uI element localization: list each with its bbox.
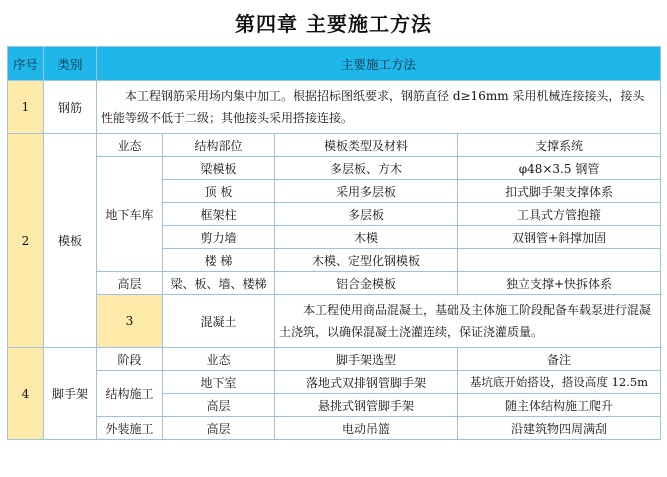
- concrete-category: 混凝土: [163, 295, 275, 348]
- concrete-row: [8, 295, 661, 348]
- chapter-title: 第四章 主要施工方法: [235, 12, 432, 36]
- struct-note: 基坑底开始搭设，搭设高度 12.5m: [458, 371, 661, 394]
- formwork-header-part: 结构部位: [163, 134, 275, 157]
- construction-methods-table: [7, 46, 661, 440]
- struct-label: 结构施工: [97, 371, 163, 417]
- garage-support: 双钢管+斜撑加固: [458, 226, 661, 249]
- concrete-no: 3: [97, 295, 163, 348]
- table-row: [8, 417, 661, 440]
- struct-note: 随主体结构施工爬升: [458, 394, 661, 417]
- garage-material: 木模、定型化钢模板: [275, 249, 458, 272]
- scaffold-header-note: 备注: [458, 348, 661, 371]
- formwork-header-material: 模板类型及材料: [275, 134, 458, 157]
- high-part: 梁、板、墙、楼梯: [163, 272, 275, 295]
- struct-scaffold: 悬挑式钢管脚手架: [275, 394, 458, 417]
- facade-scaffold: 电动吊篮: [275, 417, 458, 440]
- garage-label: 地下车库: [97, 157, 163, 272]
- garage-support: φ48×3.5 钢管: [458, 157, 661, 180]
- struct-scaffold: 落地式双排钢管脚手架: [275, 371, 458, 394]
- garage-support: [458, 249, 661, 272]
- struct-type: 高层: [163, 394, 275, 417]
- garage-part: 楼 梯: [163, 249, 275, 272]
- scaffold-header-selection: 脚手架选型: [275, 348, 458, 371]
- header-category: 类别: [44, 47, 97, 81]
- garage-support: 工具式方管抱箍: [458, 203, 661, 226]
- garage-material: 多层板: [275, 203, 458, 226]
- rebar-category: 钢筋: [44, 81, 97, 134]
- table-row: [8, 272, 661, 295]
- table-row: [8, 157, 661, 180]
- garage-part: 框架柱: [163, 203, 275, 226]
- table-header-row: [8, 47, 661, 81]
- facade-note: 沿建筑物四周满刮: [458, 417, 661, 440]
- high-label: 高层: [97, 272, 163, 295]
- rebar-no: 1: [8, 81, 44, 134]
- scaffold-header-stage: 阶段: [97, 348, 163, 371]
- scaffold-header-row: [8, 348, 661, 371]
- concrete-text: 本工程使用商品混凝土，基础及主体施工阶段配备车载泵进行混凝土浇筑，以确保混凝土浇灌连续，保证浇灌质量。: [275, 295, 661, 348]
- facade-type: 高层: [163, 417, 275, 440]
- table-row: [8, 371, 661, 394]
- rebar-row: [8, 81, 661, 134]
- high-support: 独立支撑+快拆体系: [458, 272, 661, 295]
- garage-part: 顶 板: [163, 180, 275, 203]
- formwork-header-type: 业态: [97, 134, 163, 157]
- garage-material: 多层板、方木: [275, 157, 458, 180]
- garage-support: 扣式脚手架支撑体系: [458, 180, 661, 203]
- formwork-header-support: 支撑系统: [458, 134, 661, 157]
- formwork-category: 模板: [44, 134, 97, 348]
- garage-part: 梁模板: [163, 157, 275, 180]
- header-method: 主要施工方法: [97, 47, 661, 81]
- formwork-header-row: [8, 134, 661, 157]
- rebar-text: 本工程钢筋采用场内集中加工。根据招标图纸要求，钢筋直径 d≥16mm 采用机械连接接头，接头性能等级不低于二级；其他接头采用搭接连接。: [97, 81, 661, 134]
- header-no: 序号: [8, 47, 44, 81]
- high-material: 铝合金模板: [275, 272, 458, 295]
- scaffold-header-type: 业态: [163, 348, 275, 371]
- scaffold-category: 脚手架: [44, 348, 97, 440]
- garage-material: 木模: [275, 226, 458, 249]
- scaffold-no: 4: [8, 348, 44, 440]
- facade-label: 外装施工: [97, 417, 163, 440]
- struct-type: 地下室: [163, 371, 275, 394]
- formwork-no: 2: [8, 134, 44, 348]
- garage-part: 剪力墙: [163, 226, 275, 249]
- garage-material: 采用多层板: [275, 180, 458, 203]
